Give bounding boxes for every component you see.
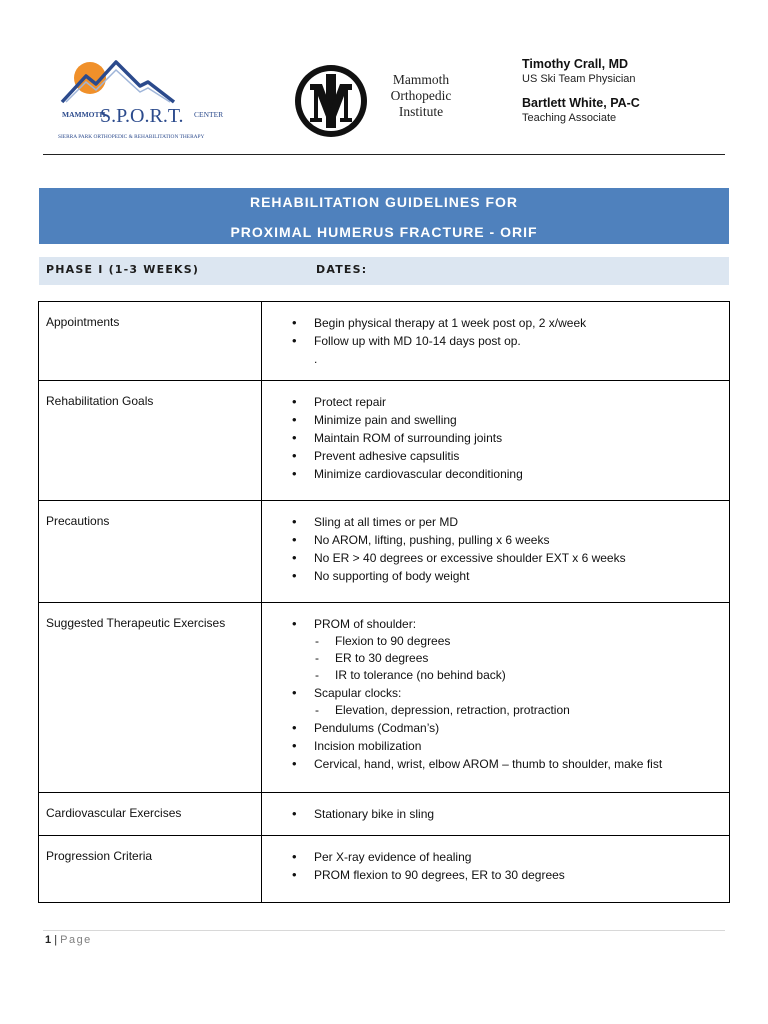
document-title-line1: REHABILITATION GUIDELINES FOR bbox=[249, 194, 519, 210]
row-category: Rehabilitation Goals bbox=[39, 381, 262, 501]
table-row bbox=[39, 836, 730, 903]
doctor-name: Bartlett White, PA-C bbox=[522, 96, 640, 110]
table-row bbox=[39, 302, 730, 381]
item-list bbox=[292, 805, 729, 823]
dates-label: DATES: bbox=[316, 263, 368, 276]
table-row bbox=[39, 381, 730, 501]
row-items bbox=[262, 836, 730, 903]
phase-label: PHASE I (1-3 WEEKS) bbox=[46, 263, 200, 276]
sport-logo-text-main: S.P.O.R.T. bbox=[100, 105, 184, 127]
mammoth-logo-line1: Mammoth bbox=[392, 72, 450, 87]
sport-logo-text-right: CENTER bbox=[194, 110, 224, 119]
page-word: Page bbox=[60, 934, 92, 946]
list-item: • Minimize pain and swelling bbox=[292, 411, 729, 429]
row-items bbox=[262, 793, 730, 836]
footer-divider bbox=[43, 930, 725, 931]
phase-header-bar bbox=[39, 257, 729, 285]
item-list bbox=[292, 615, 729, 773]
list-item: • No supporting of body weight bbox=[292, 567, 729, 585]
list-item: • Protect repair bbox=[292, 393, 729, 411]
row-items bbox=[262, 603, 730, 793]
page-number: 1 bbox=[45, 934, 52, 946]
document-title-line2: PROXIMAL HUMERUS FRACTURE - ORIF bbox=[230, 224, 538, 240]
mammoth-logo-line2: Orthopedic bbox=[390, 88, 452, 103]
list-item: • Minimize cardiovascular deconditioning bbox=[292, 465, 729, 483]
row-items bbox=[262, 501, 730, 603]
item-list bbox=[292, 393, 729, 483]
list-item: . bbox=[314, 352, 318, 366]
list-item: • Stationary bike in sling bbox=[292, 805, 729, 823]
mammoth-logo-line3: Institute bbox=[398, 104, 444, 119]
list-item: • Begin physical therapy at 1 week post op, 2 x/week bbox=[292, 314, 729, 332]
table-row bbox=[39, 793, 730, 836]
guidelines-table bbox=[38, 301, 730, 903]
item-list bbox=[292, 513, 729, 585]
doctor-name: Timothy Crall, MD bbox=[522, 57, 629, 71]
sub-item: - IR to tolerance (no behind back) bbox=[292, 667, 729, 684]
row-category: Progression Criteria bbox=[39, 836, 262, 903]
list-item: • PROM of shoulder: bbox=[292, 615, 729, 633]
doctor-list bbox=[522, 57, 762, 135]
item-list bbox=[292, 848, 729, 884]
mammoth-orthopedic-logo-text bbox=[376, 72, 466, 120]
row-category: Appointments bbox=[39, 302, 262, 381]
sub-item: - ER to 30 degrees bbox=[292, 650, 729, 667]
sub-item: - Elevation, depression, retraction, protraction bbox=[292, 702, 729, 719]
list-item: • Per X-ray evidence of healing bbox=[292, 848, 729, 866]
page-footer bbox=[45, 934, 92, 946]
doctor-title: Teaching Associate bbox=[522, 112, 617, 124]
sub-item: - Flexion to 90 degrees bbox=[292, 633, 729, 650]
mammoth-orthopedic-emblem bbox=[292, 62, 370, 140]
page-separator: | bbox=[54, 934, 58, 946]
list-item: • Sling at all times or per MD bbox=[292, 513, 729, 531]
row-category: Cardiovascular Exercises bbox=[39, 793, 262, 836]
item-list bbox=[292, 314, 729, 368]
sport-logo-tagline: SIERRA PARK ORTHOPEDIC & REHABILITATION THERAPY bbox=[58, 134, 205, 140]
list-item: • Cervical, hand, wrist, elbow AROM – thumb to shoulder, make fist bbox=[292, 755, 729, 773]
row-items bbox=[262, 381, 730, 501]
list-item: • PROM flexion to 90 degrees, ER to 30 degrees bbox=[292, 866, 729, 884]
table-row bbox=[39, 603, 730, 793]
list-item: • Follow up with MD 10-14 days post op. bbox=[292, 332, 729, 350]
list-item: • Prevent adhesive capsulitis bbox=[292, 447, 729, 465]
row-category: Suggested Therapeutic Exercises bbox=[39, 603, 262, 793]
row-category: Precautions bbox=[39, 501, 262, 603]
header-divider bbox=[43, 154, 725, 155]
sport-center-logo bbox=[56, 56, 236, 146]
list-item: • No AROM, lifting, pushing, pulling x 6 weeks bbox=[292, 531, 729, 549]
list-item: • No ER > 40 degrees or excessive shoulder EXT x 6 weeks bbox=[292, 549, 729, 567]
row-items bbox=[262, 302, 730, 381]
title-banner bbox=[39, 188, 729, 244]
sport-logo-text-left: MAMMOTH bbox=[62, 110, 106, 119]
doctor-title: US Ski Team Physician bbox=[522, 73, 636, 85]
list-item: • Maintain ROM of surrounding joints bbox=[292, 429, 729, 447]
table-row bbox=[39, 501, 730, 603]
list-item: • Incision mobilization bbox=[292, 737, 729, 755]
letterhead bbox=[0, 0, 768, 160]
list-item: • Pendulums (Codman’s) bbox=[292, 719, 729, 737]
list-item: • Scapular clocks: bbox=[292, 684, 729, 702]
